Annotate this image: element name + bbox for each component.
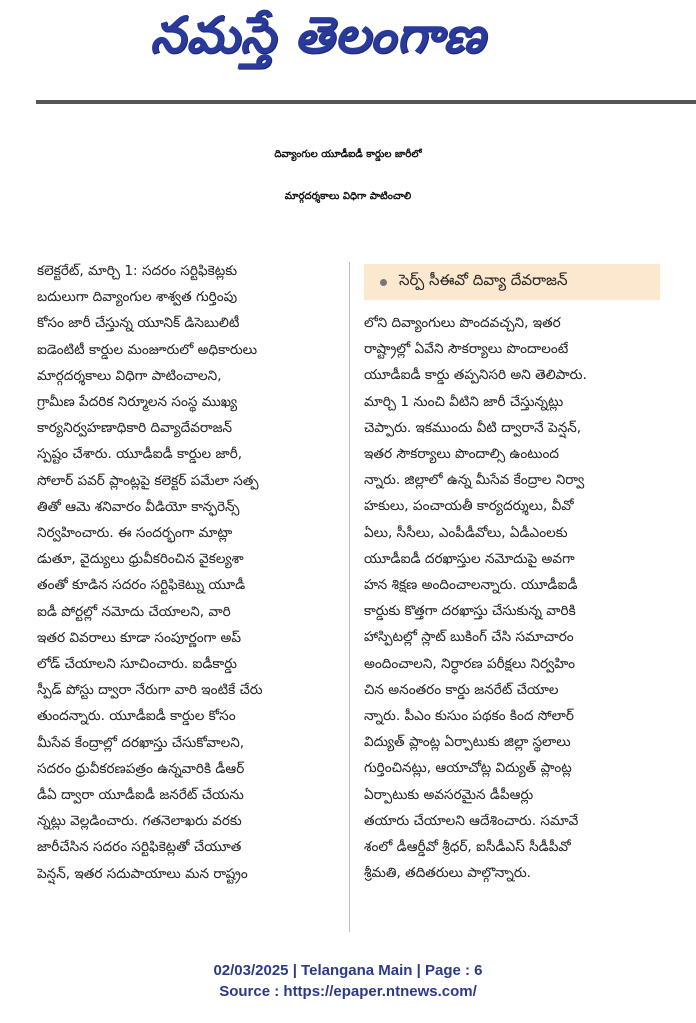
article-line: శంలో డీఆర్డీవో శ్రీధర్, ఐసీడీఎస్ సీడీపీవో — [364, 839, 571, 856]
masthead — [0, 0, 696, 108]
footer-edition-info: 02/03/2025 | Telangana Main | Page : 6 — [213, 962, 483, 979]
article-line: కలెక్టరేట్, మార్చి 1: సదరం సర్టిఫికెట్లకు — [37, 263, 238, 279]
footer-source: Source : https://epaper.ntnews.com/ — [219, 983, 477, 1000]
article-line: లోని దివ్యాంగులు పొందవచ్చని, ఇతర — [364, 315, 561, 331]
article-line: స్పీడ్ పోస్టు ద్వారా నేరుగా వారి ఇంటికే చేరు — [37, 682, 263, 699]
article-column-left — [37, 258, 333, 887]
article-line: ఐడెంటిటీ కార్డుల మంజూరులో అధికారులు — [37, 341, 258, 358]
article-line: విద్యుత్ ప్లాంట్ల ఏర్పాటుకు జిల్లా స్థలాలు — [364, 734, 571, 751]
article-line: హాస్పిటల్లో స్లాట్ బుకింగ్ చేసి సమాచారం — [364, 629, 574, 646]
article-line: ఏర్పాటుకు అవసరమైన డీపీఆర్లు — [364, 786, 534, 803]
article-line: హకులు, పంచాయతీ కార్యదర్శులు, వీవో — [364, 498, 574, 515]
article-line: చెప్పారు. ఇకముందు వీటి ద్వారానే పెన్షన్, — [364, 419, 582, 436]
article-line: అందించాలని, నిర్ధారణ పరీక్షలు నిర్వహిం — [364, 655, 576, 672]
article-line: జారీచేసిన సదరం సర్టిఫికెట్లతో చేయూత — [37, 839, 242, 856]
article-line: లోడ్ చేయాలని సూచించారు. ఐడీకార్డు — [37, 656, 237, 673]
article-line: పెన్షన్, ఇతర సదుపాయాలు మన రాష్ట్రం — [37, 865, 248, 882]
article-line: సదరం ధ్రువీకరణపత్రం ఉన్నవారికి డీఆర్ — [37, 760, 245, 777]
article-line: ఇతర వివరాలు కూడా సంపూర్ణంగా అప్ — [37, 629, 241, 646]
article-line: న్నారు. పీఎం కుసుం పథకం కింద సోలార్ — [364, 708, 574, 725]
article-line: కోసం జారీ చేస్తున్న యూనిక్ డిసెబులిటీ — [37, 315, 240, 332]
article-line: కార్యనిర్వహణాధికారి దివ్యాదేవరాజన్ — [37, 420, 233, 437]
article-line: న్నారు. జిల్లాలో ఉన్న మీసేవ కేంద్రాల నిర్వా — [364, 472, 585, 489]
article-line: తితో ఆమె శనివారం వీడియో కాన్ఫరెన్స్ — [37, 498, 240, 515]
article-line: నిర్వహించారు. ఈ సందర్భంగా మాట్లా — [37, 525, 233, 542]
bullet-icon — [380, 279, 387, 286]
article-line: తంతో కూడిన సదరం సర్టిఫికెట్ను యూడీ — [37, 577, 246, 594]
column-divider — [349, 262, 350, 932]
article-line: డీఏ ద్వారా యూడీఐడీ జనరేట్ చేయను — [37, 787, 244, 804]
article-line: తయారు చేయాలని ఆదేశించారు. సమావే — [364, 812, 579, 829]
article-line: చిన అనంతరం కార్డు జనరేట్ చేయాల — [364, 681, 559, 698]
article-line: తుందన్నారు. యూడీఐడీ కార్డుల కోసం — [37, 708, 236, 725]
article-column-right — [364, 310, 660, 886]
article-line: శ్రీమతి, తదితరులు పాల్గొన్నారు. — [364, 865, 531, 882]
article-line: బదులుగా దివ్యాంగుల శాశ్వత గుర్తింపు — [37, 289, 238, 306]
article-line: ఏలు, సీసీలు, ఎంపీడీవోలు, ఏడీఎంలకు — [364, 524, 568, 541]
article-line: ఐడీ పోర్టల్లో నమోదు చేయాలని, వారి — [37, 603, 231, 620]
article-headline: మార్గదర్శకాలు విధిగా పాటించాలి — [284, 191, 412, 202]
article-line: హన శిక్షణ అందించాలన్నారు. యూడీఐడీ — [364, 577, 578, 594]
article-line: గ్రామీణ పేదరిక నిర్మూలన సంస్థ ముఖ్య — [37, 394, 238, 411]
callout-text: సెర్ప్ సీఈవో దివ్యా దేవరాజన్ — [399, 271, 568, 289]
article-line: మార్చి 1 నుంచి వీటిని జారీ చేస్తున్నట్లు — [364, 393, 564, 410]
article-line: సోలార్ పవర్ ప్లాంట్లపై కలెక్టర్ పమేలా సత్ప — [37, 472, 259, 489]
article-line: ఇతర సౌకర్యాలు పొందాల్సి ఉంటుంద — [364, 446, 559, 463]
article-line: గుర్తించినట్లు, ఆయాచోట్ల విద్యుత్ ప్లాంట్ల — [364, 760, 572, 777]
article-line: యూడీఐడీ కార్డు తప్పనిసరి అని తెలిపారు. — [364, 367, 587, 384]
article-line: డుతూ, వైద్యులు ధ్రువీకరించిన వైకల్యశా — [37, 551, 244, 568]
article-line: మీసేవ కేంద్రాల్లో దరఖాస్తు చేసుకోవాలని, — [37, 734, 245, 751]
masthead-divider — [36, 100, 696, 104]
newspaper-logo: నమస్తే తెలంగాణ — [150, 6, 486, 64]
byline-callout — [364, 264, 660, 300]
article-line: న్నట్లు వెల్లడించారు. గతనెలాఖరు వరకు — [37, 813, 242, 830]
article-kicker: దివ్యాంగుల యూడీఐడీ కార్డుల జారీలో — [274, 149, 422, 160]
article-line: స్పష్టం చేశారు. యూడీఐడీ కార్డుల జారీ, — [37, 446, 243, 463]
page-footer — [0, 960, 696, 1002]
article-line: రాష్ట్రాల్లో ఏవేని సౌకర్యాలు పొందాలంటే — [364, 341, 569, 358]
article-line: మార్గదర్శకాలు విధిగా పాటించాలని, — [37, 367, 222, 384]
article-line: కార్డుకు కొత్తగా దరఖాస్తు చేసుకున్న వారికి — [364, 603, 576, 620]
article-line: యూడీఐడీ దరఖాస్తుల నమోదుపై అవగా — [364, 550, 575, 567]
